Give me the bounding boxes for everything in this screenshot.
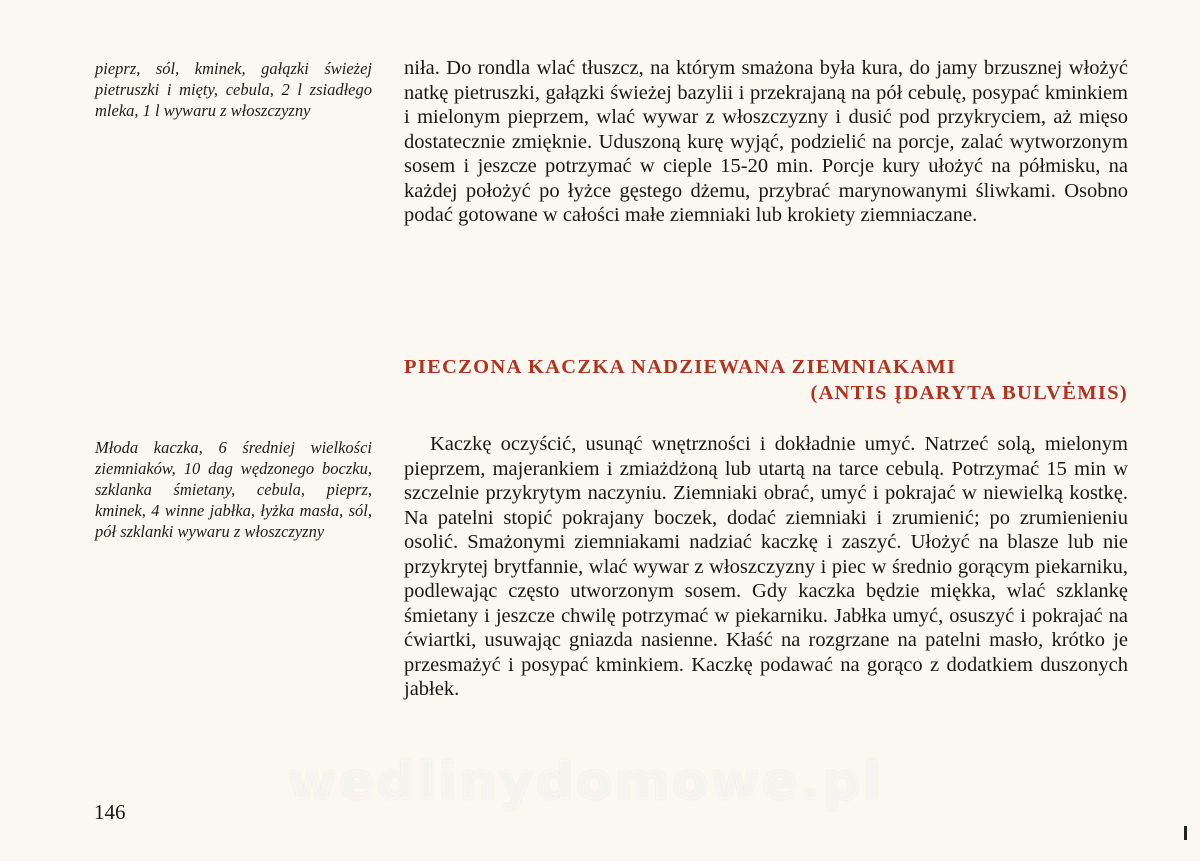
ingredients-list-2: Młoda kaczka, 6 średniej wielkości ziemniaków, 10 dag wędzonego boczku, szklanka śmietany, cebula, pieprz, kminek, 4 winne jabłka, łyżka masła, sól, pół szklanki wywaru z włoszczyzny (95, 438, 372, 541)
page-number: 146 (94, 800, 126, 824)
recipe-instructions: Kaczkę oczyścić, usunąć wnętrzności i dokładnie umyć. Natrzeć solą, mielonym pieprzem, majerankiem i zmiażdżoną lub utartą na tarce cebulą. Potrzymać 15 min w szczelnie przykrytym naczyniu. Ziemniaki obrać, umyć i pokrajać w niewielką kostkę. Na patelni stopić pokrajany boczek, dodać ziemniaki i zrumienić; po zrumienieniu osolić. Smażonymi ziemniakami nadziać kaczkę i zaszyć. Ułożyć na blasze lub nie przykrytej brytfannie, wlać wywar z włoszczyzny i piec w średnio gorącym piekarniku, podlewając często utworzonym sosem. Gdy kaczka będzie miękka, wlać szklankę śmietany i jeszcze chwilę potrzymać w piekarniku. Jabłka umyć, osuszyć i pokrajać na ćwiartki, usuwając gniazda nasienne. Kłaść na rozgrzane na patelni masło, krótko je przesmażyć i posypać kminkiem. Kaczkę podawać na gorąco z dodatkiem duszonych jabłek. (404, 433, 1128, 700)
ingredients-list-1: pieprz, sól, kminek, gałązki świeżej pietruszki i mięty, cebula, 2 l zsiadłego mleka, 1 l wywaru z włoszczyzny (95, 59, 372, 120)
recipe-title-lithuanian: (ANTIS ĮDARYTA BULVĖMIS) (810, 382, 1128, 404)
recipe-title (404, 354, 1128, 406)
edge-mark (1184, 826, 1187, 840)
recipe-title-polish: PIECZONA KACZKA NADZIEWANA ZIEMNIAKAMI (404, 356, 957, 378)
watermark: wedlinydomowe.pl (288, 752, 885, 812)
recipe-text-continued: niła. Do rondla wlać tłuszcz, na którym smażona była kura, do jamy brzusznej włożyć natkę pietruszki, gałązki świeżej bazylii i przekrajaną na pół cebulę, posypać kminkiem i mielonym pieprzem, wlać wywar z włoszczyzny i dusić pod przykryciem, aż mięso dostatecznie zmięknie. Uduszoną kurę wyjąć, podzielić na porcje, zalać wytworzonym sosem i jeszcze potrzymać w cieple 15-20 min. Porcje kury ułożyć na półmisku, na każdej położyć po łyżce gęstego dżemu, przybrać marynowanymi śliwkami. Osobno podać gotowane w całości małe ziemniaki lub krokiety ziemniaczane. (404, 57, 1128, 226)
